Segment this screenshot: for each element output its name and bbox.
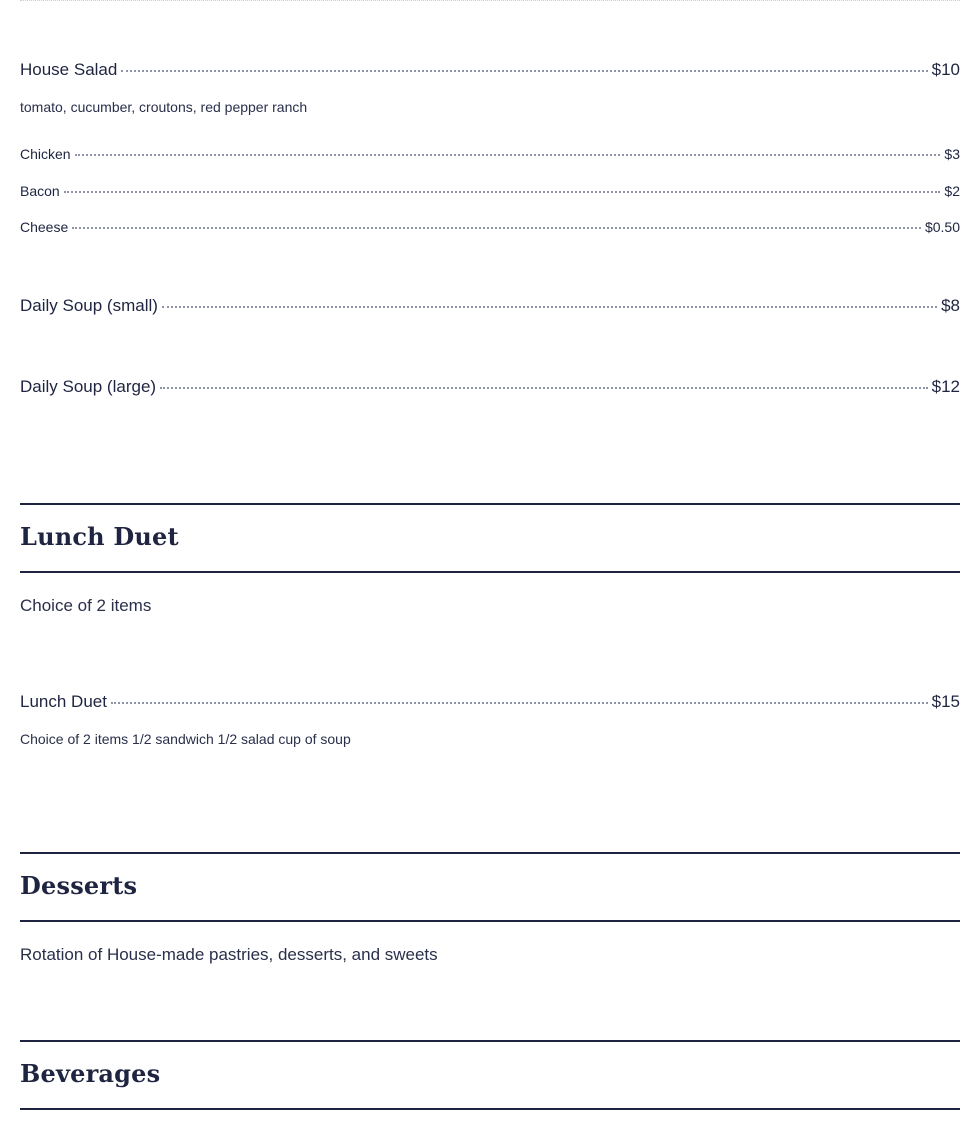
add-on-name: Bacon: [20, 183, 60, 199]
section-divider-top: [20, 852, 960, 854]
menu-item-description: Choice of 2 items 1/2 sandwich 1/2 salad cup of soup: [20, 731, 351, 747]
menu-item-name: Lunch Duet: [20, 692, 107, 711]
menu-item-price: $8: [941, 296, 960, 315]
menu-item-daily-soup-large: [20, 377, 960, 397]
section-divider-bottom: [20, 571, 960, 573]
dot-leader: [64, 191, 941, 193]
add-on-chicken: [20, 146, 960, 162]
add-on-price: $0.50: [924, 219, 960, 235]
menu-item-name: House Salad: [20, 60, 118, 79]
menu-item-lunch-duet: [20, 692, 960, 712]
add-on-price: $3: [944, 146, 960, 162]
dot-leader: [162, 306, 937, 308]
section-description: Rotation of House-made pastries, desserts, and sweets: [20, 945, 438, 964]
add-on-name: Cheese: [20, 219, 69, 235]
dot-leader: [72, 227, 921, 229]
section-title-desserts: Desserts: [20, 871, 138, 900]
menu-item-description: tomato, cucumber, croutons, red pepper ranch: [20, 99, 308, 115]
dot-leader: [111, 702, 928, 704]
menu-item-daily-soup-small: [20, 296, 960, 316]
add-on-bacon: [20, 183, 960, 199]
menu-item-name: Daily Soup (small): [20, 296, 158, 315]
menu-item-price: $15: [931, 692, 960, 711]
section-title-beverages: Beverages: [20, 1059, 161, 1088]
add-on-price: $2: [944, 183, 960, 199]
menu-item-price: $10: [931, 60, 960, 79]
menu-item-price: $12: [931, 377, 960, 396]
dot-leader: [160, 387, 928, 389]
section-divider-bottom: [20, 1108, 960, 1110]
dot-leader: [121, 70, 927, 72]
section-description: Choice of 2 items: [20, 596, 152, 615]
menu-item-house-salad: [20, 60, 960, 80]
menu-item-name: Daily Soup (large): [20, 377, 157, 396]
section-divider-top: [20, 1040, 960, 1042]
add-on-name: Chicken: [20, 146, 71, 162]
section-divider-top: [20, 503, 960, 505]
dot-leader: [75, 154, 941, 156]
previous-section-divider: [20, 0, 960, 2]
section-divider-bottom: [20, 920, 960, 922]
section-title-lunch-duet: Lunch Duet: [20, 522, 179, 551]
add-on-cheese: [20, 219, 960, 235]
